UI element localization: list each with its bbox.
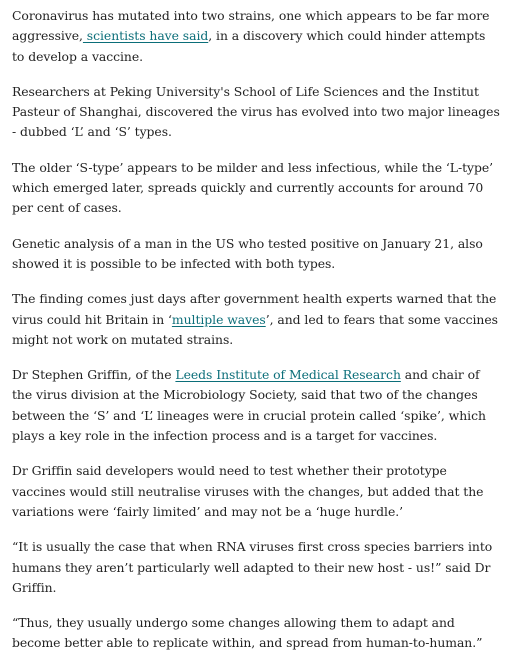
paragraph-6 bbox=[12, 365, 500, 446]
paragraph-3: The older ‘S-type’ appears to be milder and less infectious, while the ‘L-type’ which emerged later, spreads quickly and currently accounts for around 70 per cent of cases. bbox=[12, 159, 494, 216]
paragraph-8: “It is usually the case that when RNA viruses first cross species barriers into humans they aren’t particularly well adapted to their new host - us!” said Dr Griffin. bbox=[12, 539, 493, 595]
paragraph-5-text-before: The finding comes just days after government health experts warned that the virus could hit Britain in ‘ bbox=[12, 291, 497, 327]
link-leeds-institute-of-medical-research[interactable]: Leeds Institute of Medical Research bbox=[175, 367, 401, 383]
paragraph-6-text-after: and chair of the virus division at the Microbiology Society, said that two of the changes between the ‘S’ and ‘L’ lineages were in crucial protein called ‘spike’, which plays a key role in the infection process and is a target for vaccines. bbox=[12, 367, 486, 444]
link-multiple-waves[interactable]: multiple waves bbox=[171, 311, 266, 327]
paragraph-6-text-before: Dr Stephen Griffin, of the bbox=[12, 367, 176, 383]
paragraph-5-text-after: ’, and led to fears that some vaccines might not work on mutated strains. bbox=[12, 311, 498, 347]
paragraph-1-text-after: , in a discovery which could hinder attempts to develop a vaccine. bbox=[12, 28, 486, 64]
paragraph-1-text-before: Coronavirus has mutated into two strains, one which appears to be far more aggressive, bbox=[12, 8, 490, 44]
paragraph-5 bbox=[12, 289, 500, 350]
paragraph-9: “Thus, they usually undergo some changes allowing them to adapt and become better able to replicate within, and spread from human-to-human.” bbox=[12, 615, 483, 651]
paragraph-1 bbox=[12, 6, 500, 67]
link-scientists-have-said[interactable]: scientists have said bbox=[82, 28, 209, 44]
paragraph-7: Dr Griffin said developers would need to test whether their prototype vaccines would still neutralise viruses with the changes, but added that the variations were ‘fairly limited’ and may not be a ‘huge hurdle.’ bbox=[12, 463, 484, 519]
paragraph-2: Researchers at Peking University's School of Life Sciences and the Institut Pasteur of Shanghai, discovered the virus has evolved into two major lineages - dubbed ‘L’ and ‘S’ types. bbox=[12, 83, 500, 140]
paragraph-4: Genetic analysis of a man in the US who tested positive on January 21, also showed it is possible to be infected with both types. bbox=[12, 235, 483, 271]
